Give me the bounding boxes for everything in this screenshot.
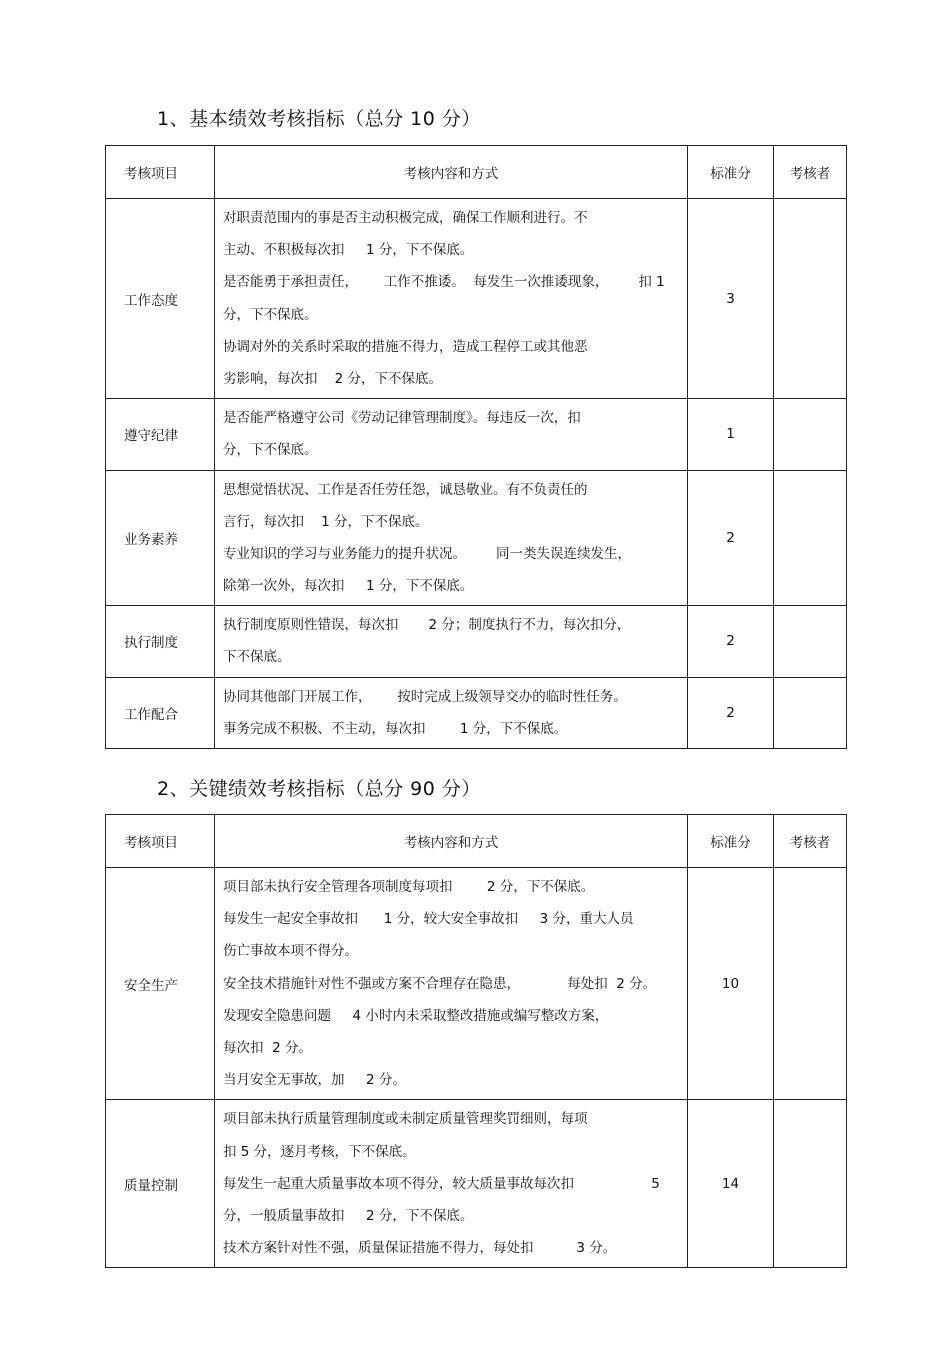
content-line: 对职责范围内的事是否主动积极完成，确保工作顺利进行。不 (223, 210, 588, 226)
key-indicators-table (105, 814, 847, 1268)
content-line: 发现安全隐患问题 4 小时内未采取整改措施或编写整改方案， (223, 1007, 609, 1024)
assessor-cell[interactable] (774, 399, 847, 470)
content-line: 扣 5 分，逐月考核，下不保底。 (223, 1143, 416, 1160)
content-cell (215, 1100, 688, 1268)
header-score: 标准分 (688, 146, 774, 199)
header-item: 考核项目 (106, 146, 215, 199)
table-row (106, 1100, 847, 1268)
content-line: 项目部未执行质量管理制度或未制定质量管理奖罚细则，每项 (223, 1111, 588, 1128)
section-2-title: 2、关键绩效考核指标（总分 90 分） (157, 778, 481, 800)
assessor-cell[interactable] (774, 606, 847, 677)
item-cell: 安全生产 (106, 868, 215, 1100)
table-row (106, 606, 847, 677)
basic-indicators-table (105, 145, 847, 749)
content-line: 分，下不保底。 (223, 442, 318, 459)
content-line: 是否能勇于承担责任， 工作不推诿。 每发生一次推诿现象， 扣 1 (223, 274, 665, 291)
header-content: 考核内容和方式 (215, 815, 688, 868)
table-row (106, 199, 847, 399)
content-line: 每发生一起重大质量事故本项不得分，较大质量事故每次扣 5 (223, 1175, 660, 1192)
content-line: 每次扣 2 分。 (223, 1039, 312, 1056)
content-line: 伤亡事故本项不得分。 (223, 943, 358, 960)
header-item: 考核项目 (106, 815, 215, 868)
content-line: 言行，每次扣 1 分，下不保底。 (223, 513, 429, 530)
assessor-cell[interactable] (774, 470, 847, 606)
item-cell: 工作态度 (106, 199, 215, 399)
content-line: 专业知识的学习与业务能力的提升状况。 同一类失误连续发生， (223, 545, 632, 562)
content-line: 执行制度原则性错误，每次扣 2 分；制度执行不力，每次扣分， (223, 617, 631, 634)
item-cell: 质量控制 (106, 1100, 215, 1268)
content-line: 当月安全无事故，加 2 分。 (223, 1072, 406, 1089)
assessor-cell[interactable] (774, 199, 847, 399)
content-line: 下不保底。 (223, 649, 291, 666)
content-line: 协同其他部门开展工作， 按时完成上级领导交办的临时性任务。 (223, 688, 627, 705)
item-cell: 执行制度 (106, 606, 215, 677)
content-line: 是否能严格遵守公司《劳动记律管理制度》。每违反一次，扣 (223, 410, 581, 427)
table-row (106, 470, 847, 606)
content-line: 分，下不保底。 (223, 306, 318, 323)
score-cell: 14 (688, 1100, 774, 1268)
content-line: 每发生一起安全事故扣 1 分，较大安全事故扣 3 分，重大人员 (223, 911, 634, 928)
table-row (106, 677, 847, 748)
item-cell: 工作配合 (106, 677, 215, 748)
content-cell (215, 606, 688, 677)
content-cell (215, 868, 688, 1100)
content-line: 思想觉悟状况、工作是否任劳任怨，诚恳敬业。有不负责任的 (223, 481, 588, 498)
content-line: 主动、不积极每次扣 1 分，下不保底。 (223, 242, 474, 259)
score-cell: 1 (688, 399, 774, 470)
section-1-title: 1、基本绩效考核指标（总分 10 分） (157, 108, 481, 130)
item-cell: 遵守纪律 (106, 399, 215, 470)
content-cell (215, 677, 688, 748)
score-cell: 10 (688, 868, 774, 1100)
table-row (106, 399, 847, 470)
table-row (106, 868, 847, 1100)
score-cell: 2 (688, 677, 774, 748)
content-line: 除第一次外，每次扣 1 分，下不保底。 (223, 578, 474, 595)
score-cell: 2 (688, 470, 774, 606)
content-line: 技术方案针对性不强，质量保证措施不得力，每处扣 3 分。 (223, 1240, 617, 1257)
header-score: 标准分 (688, 815, 774, 868)
content-line: 分，一般质量事故扣 2 分，下不保底。 (223, 1207, 474, 1224)
table-header-row (106, 146, 847, 199)
content-cell (215, 199, 688, 399)
content-line: 协调对外的关系时采取的措施不得力，造成工程停工或其他恶 (223, 338, 588, 355)
content-cell (215, 470, 688, 606)
table-header-row (106, 815, 847, 868)
score-cell: 3 (688, 199, 774, 399)
content-cell (215, 399, 688, 470)
item-cell: 业务素养 (106, 470, 215, 606)
assessor-cell[interactable] (774, 677, 847, 748)
score-cell: 2 (688, 606, 774, 677)
content-line: 事务完成不积极、不主动，每次扣 1 分，下不保底。 (223, 720, 568, 737)
header-content: 考核内容和方式 (215, 146, 688, 199)
content-line: 劣影响，每次扣 2 分，下不保底。 (223, 370, 443, 387)
content-line: 项目部未执行安全管理各项制度每项扣 2 分，下不保底。 (223, 879, 595, 895)
assessor-cell[interactable] (774, 868, 847, 1100)
content-line: 安全技术措施针对性不强或方案不合理存在隐患， 每处扣 2 分。 (223, 975, 657, 992)
header-assessor: 考核者 (774, 815, 847, 868)
assessor-cell[interactable] (774, 1100, 847, 1268)
header-assessor: 考核者 (774, 146, 847, 199)
